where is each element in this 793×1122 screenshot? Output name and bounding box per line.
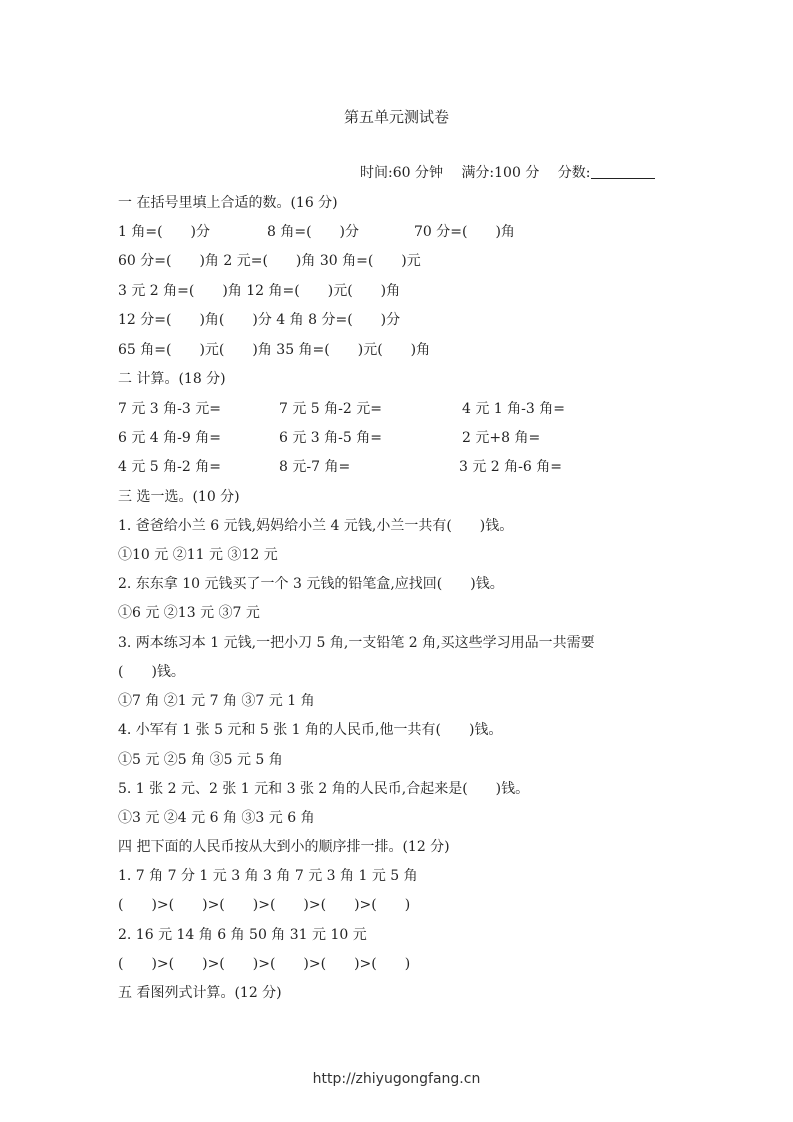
s3-options: ①10 元 ②11 元 ③12 元 [118, 547, 278, 563]
s3-options: ①5 元 ②5 角 ③5 元 5 角 [118, 752, 283, 768]
page-title: 第五单元测试卷 [343, 108, 449, 126]
s2-calc: 7 元 5 角-2 元= [279, 401, 382, 417]
section-1-heading: 一 在括号里填上合适的数。(16 分) [118, 195, 338, 211]
s2-calc: 6 元 3 角-5 角= [279, 430, 382, 446]
s3-options: ①6 元 ②13 元 ③7 元 [118, 605, 260, 621]
section-3-heading: 三 选一选。(10 分) [118, 489, 240, 505]
s2-calc: 3 元 2 角-6 角= [459, 459, 562, 475]
s2-calc: 4 元 5 角-2 角= [118, 459, 221, 475]
s1-row-4: 12 分=( )角( )分 4 角 8 分=( )分 [118, 312, 401, 328]
score-blank [591, 164, 655, 179]
s1-q2: 8 角=( )分 [267, 224, 360, 240]
s1-q1: 1 角=( )分 [118, 224, 211, 240]
section-5-heading: 五 看图列式计算。(12 分) [118, 985, 282, 1001]
s4-answer-row: ( )>( )>( )>( )>( )>( ) [118, 956, 411, 972]
s3-question: 2. 东东拿 10 元钱买了一个 3 元钱的铅笔盒,应找回( )钱。 [118, 576, 504, 592]
s2-calc: 2 元+8 角= [462, 430, 541, 446]
s1-row-3: 3 元 2 角=( )角 12 角=( )元( )角 [118, 283, 401, 299]
s1-row-5: 65 角=( )元( )角 35 角=( )元( )角 [118, 342, 431, 358]
s2-calc: 7 元 3 角-3 元= [118, 401, 221, 417]
s3-options: ①3 元 ②4 元 6 角 ③3 元 6 角 [118, 810, 315, 826]
s2-calc: 6 元 4 角-9 角= [118, 430, 221, 446]
s2-calc: 4 元 1 角-3 角= [462, 401, 565, 417]
s1-row-2: 60 分=( )角 2 元=( )角 30 角=( )元 [118, 253, 421, 269]
s4-items: 2. 16 元 14 角 6 角 50 角 31 元 10 元 [118, 927, 367, 943]
s3-question: 1. 爸爸给小兰 6 元钱,妈妈给小兰 4 元钱,小兰一共有( )钱。 [118, 518, 514, 534]
section-4-heading: 四 把下面的人民币按从大到小的顺序排一排。(12 分) [118, 839, 450, 855]
section-2-heading: 二 计算。(18 分) [118, 371, 226, 387]
footer-url[interactable]: http://zhiyugongfang.cn [312, 1071, 481, 1087]
s3-options: ①7 角 ②1 元 7 角 ③7 元 1 角 [118, 693, 315, 709]
score-label: 分数: [558, 165, 669, 181]
s4-answer-row: ( )>( )>( )>( )>( )>( ) [118, 897, 411, 913]
s2-calc: 8 元-7 角= [279, 459, 351, 475]
s3-question: 3. 两本练习本 1 元钱,一把小刀 5 角,一支铅笔 2 角,买这些学习用品一共需要 [118, 635, 595, 651]
s3-question: 5. 1 张 2 元、2 张 1 元和 3 张 2 角的人民币,合起来是( )钱。 [118, 781, 530, 797]
full-score: 满分:100 分 [461, 165, 540, 181]
time-limit: 时间:60 分钟 [360, 165, 443, 181]
s3-question-cont: ( )钱。 [118, 664, 185, 680]
s3-question: 4. 小军有 1 张 5 元和 5 张 1 角的人民币,他一共有( )钱。 [118, 722, 503, 738]
s4-items: 1. 7 角 7 分 1 元 3 角 3 角 7 元 3 角 1 元 5 角 [118, 868, 418, 884]
s1-q3: 70 分=( )角 [414, 224, 515, 240]
exam-meta [360, 162, 669, 182]
